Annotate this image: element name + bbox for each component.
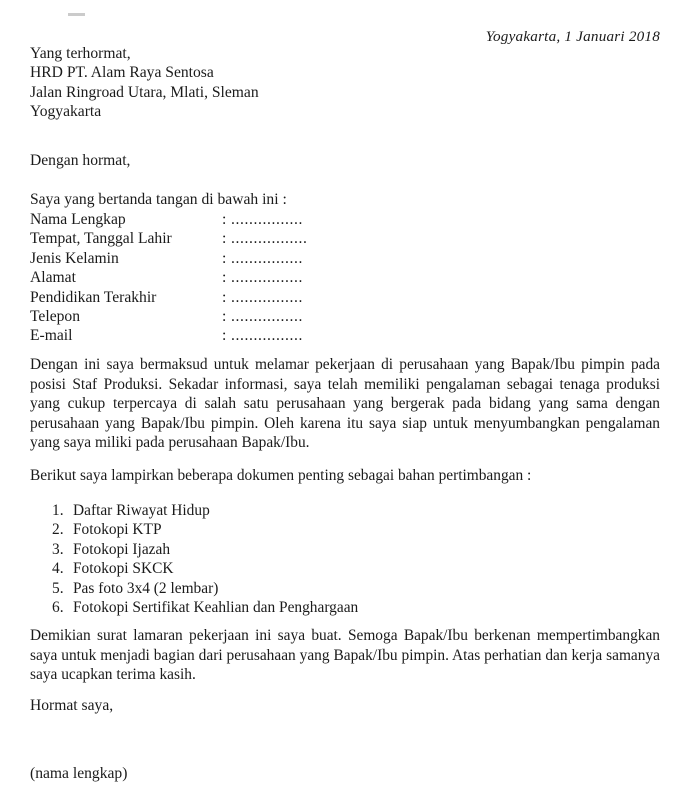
field-row	[30, 288, 307, 307]
recipient-city: Yogyakarta	[30, 103, 102, 121]
field-row	[30, 307, 307, 326]
signature-name-placeholder: (nama lengkap)	[30, 765, 128, 782]
field-colon: :	[222, 249, 227, 267]
recipient-street: Jalan Ringroad Utara, Mlati, Sleman	[30, 83, 259, 101]
field-colon: :	[222, 307, 227, 325]
field-colon: :	[222, 211, 227, 228]
list-item-number: 4.	[52, 560, 64, 578]
field-value-email: ................	[231, 327, 303, 345]
field-value-telepon: ................	[231, 307, 303, 325]
field-colon: :	[222, 230, 227, 248]
field-label-telepon: Telepon	[30, 307, 81, 325]
recipient-company: HRD PT. Alam Raya Sentosa	[30, 64, 214, 82]
list-item-number: 6.	[52, 599, 64, 617]
field-colon: :	[222, 288, 227, 306]
field-row	[30, 326, 307, 345]
field-row	[30, 249, 307, 268]
field-row	[30, 229, 307, 248]
field-value-jenis-kelamin: ................	[231, 249, 303, 267]
sign-off: Hormat saya,	[30, 697, 114, 714]
field-label-jenis-kelamin: Jenis Kelamin	[30, 249, 119, 267]
list-item-number: 5.	[52, 579, 64, 597]
field-colon: :	[222, 269, 227, 287]
field-label-nama-lengkap: Nama Lengkap	[30, 211, 126, 228]
personal-data-fields	[30, 210, 307, 346]
field-row	[30, 210, 307, 229]
list-item-label: Daftar Riwayat Hidup	[73, 502, 210, 519]
list-item-number: 2.	[52, 521, 64, 539]
list-item	[52, 598, 358, 617]
field-label-alamat: Alamat	[30, 269, 76, 287]
field-value-tempat-tanggal-lahir: .................	[231, 230, 308, 248]
field-label-tempat-tanggal-lahir: Tempat, Tanggal Lahir	[30, 230, 172, 248]
list-item-label: Pas foto 3x4 (2 lembar)	[73, 579, 219, 597]
field-value-alamat: ................	[231, 269, 303, 287]
field-colon: :	[222, 327, 227, 345]
list-item-label: Fotokopi SKCK	[73, 560, 174, 578]
field-value-nama-lengkap: ................	[231, 211, 303, 228]
scan-artifact-mark	[68, 13, 85, 16]
list-item-label: Fotokopi Sertifikat Keahlian dan Penghargaan	[73, 599, 359, 617]
list-item-label: Fotokopi Ijazah	[73, 540, 171, 558]
attachments-list	[52, 501, 358, 617]
field-label-email: E-mail	[30, 327, 73, 345]
salutation: Dengan hormat,	[30, 152, 131, 169]
field-value-pendidikan-terakhir: ................	[231, 288, 303, 306]
list-item	[52, 559, 358, 578]
list-item	[52, 579, 358, 598]
list-item-label: Fotokopi KTP	[73, 521, 162, 539]
list-item-number: 1.	[52, 502, 64, 519]
list-item	[52, 501, 358, 520]
paragraph-closing: Demikian surat lamaran pekerjaan ini saya buat. Semoga Bapak/Ibu berkenan mempertimbangkan saya untuk menjadi bagian dari perusahaan yang Bapak/Ibu pimpin. Atas perhatian dan kerja samanya saya ucapkan terima kasih.	[30, 627, 660, 684]
date-line: Yogyakarta, 1 Januari 2018	[485, 28, 660, 45]
list-item	[52, 540, 358, 559]
personal-data-intro: Saya yang bertanda tangan di bawah ini :	[30, 191, 287, 208]
list-item	[52, 520, 358, 539]
list-item-number: 3.	[52, 540, 64, 558]
recipient-block	[30, 44, 259, 122]
paragraph-intent: Dengan ini saya bermaksud untuk melamar pekerjaan di perusahaan yang Bapak/Ibu pimpin pada posisi Staf Produksi. Sekadar informasi, saya telah memiliki pengalaman sebagai tenaga produksi yang cukup terpercaya di salah satu perusahaan yang bergerak pada bidang yang sama dengan perusahaan yang Bapak/Ibu pimpin. Oleh karena itu saya siap untuk menyumbangkan pengalaman yang saya miliki pada perusahaan Bapak/Ibu.	[30, 356, 660, 452]
recipient-salutation-line: Yang terhormat,	[30, 45, 131, 62]
field-row	[30, 268, 307, 287]
paragraph-attachments-intro: Berikut saya lampirkan beberapa dokumen penting sebagai bahan pertimbangan :	[30, 467, 532, 484]
field-label-pendidikan-terakhir: Pendidikan Terakhir	[30, 288, 157, 306]
